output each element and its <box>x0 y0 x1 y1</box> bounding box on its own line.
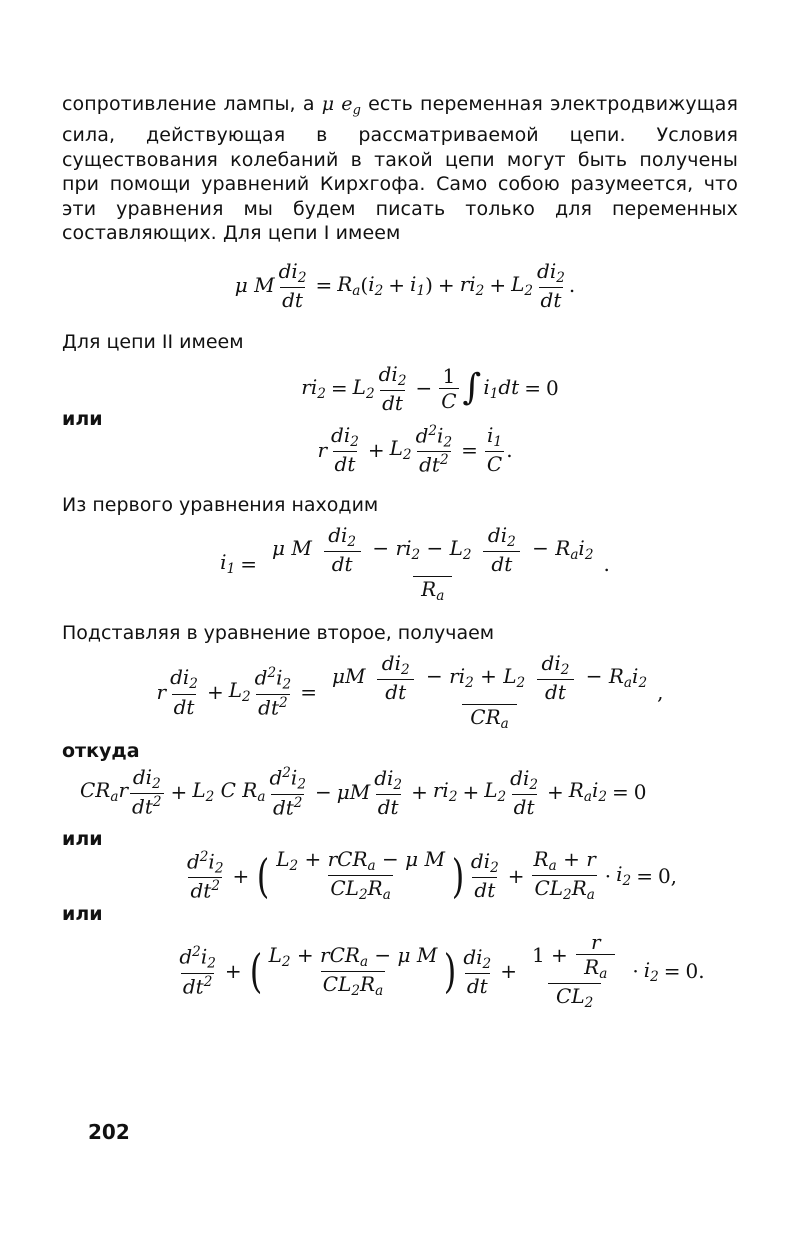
whence-label: откуда <box>62 740 140 763</box>
or-label-3: или <box>62 903 103 926</box>
or-label-1: или <box>62 407 103 430</box>
equation-whence: $CR_ar$ $\frac{di_2}{dt^2}$ + $L_2$ C $R_a$ $\frac{d^2i_2}{dt^2}$ − μM $\frac{di_2}{dt}$ + $ri_2$ + $L_2$ $\frac{di_2}{dt}$ + $R_ai_2$ = 0 <box>80 765 647 819</box>
equation-i1: $i_1$ = μ M $\frac{di_2}{dt}$ − $ri_2 - L_2$ $\frac{di_2}{dt}$ − $R_ai_2$ $R_a$ . <box>220 522 610 605</box>
intro-paragraph: сопротивление лампы, а μ $e_g$ есть переменная электродвижущая сила, действующая в рассматриваемой цепи. Условия существования колебаний в такой цепи могут быть получены при помощи уравнений Кирхгофа. Само собою разумеется, что эти уравнения мы будем писать только для переменных составляющих. Для цепи I имеем <box>62 93 738 245</box>
substituting-label: Подставляя в уравнение второе, получаем <box>62 621 495 644</box>
circuit-2-label: Для цепи II имеем <box>62 330 244 353</box>
equation-circuit-1: μ M $\frac{di_2}{dt}$ = $R_a$ ( $i_2$ + $i_1$ ) + $ri_2$ + $L_2$ $\frac{di_2}{dt}$ . <box>234 258 576 312</box>
page-number: 202 <box>88 1120 130 1144</box>
equation-substituted: r $\frac{di_2}{dt}$ + $L_2$ $\frac{d^2i_2}{dt^2}$ = μM $\frac{di_2}{dt}$ − $ri_2 + L_2$ $\frac{di_2}{dt}$ − $R_ai_2$ $CR_a$ , <box>156 650 664 733</box>
page-body <box>62 92 738 1011</box>
equation-final: $\frac{d^2i_2}{dt^2}$ + ( $\frac{L_2 + rCR_a - \mu M}{CL_2R_a}$ ) $\frac{di_2}{dt}$ + 1 + $\frac{r}{R_a}$ $CL_2$ · $i_2$ = 0. <box>179 930 705 1012</box>
or-label-2: или <box>62 828 103 850</box>
equation-circuit-2: $ri_2$ = $L_2$ $\frac{di_2}{dt}$ − $\frac{1}{C}$ ∫ $i_1dt$ = 0 <box>301 361 559 415</box>
equation-circuit-2-differentiated: r $\frac{di_2}{dt}$ + $L_2$ $\frac{d^2i_2}{dt^2}$ = $\frac{i_1}{C}$ . <box>317 422 513 477</box>
equation-normalized: $\frac{d^2i_2}{dt^2}$ + ( $\frac{L_2 + rCR_a - \mu M}{CL_2R_a}$ ) $\frac{di_2}{dt}$ + $\frac{R_a + r}{CL_2R_a}$ · $i_2$ = 0, <box>186 847 678 904</box>
from-first-label: Из первого уравнения находим <box>62 493 379 516</box>
